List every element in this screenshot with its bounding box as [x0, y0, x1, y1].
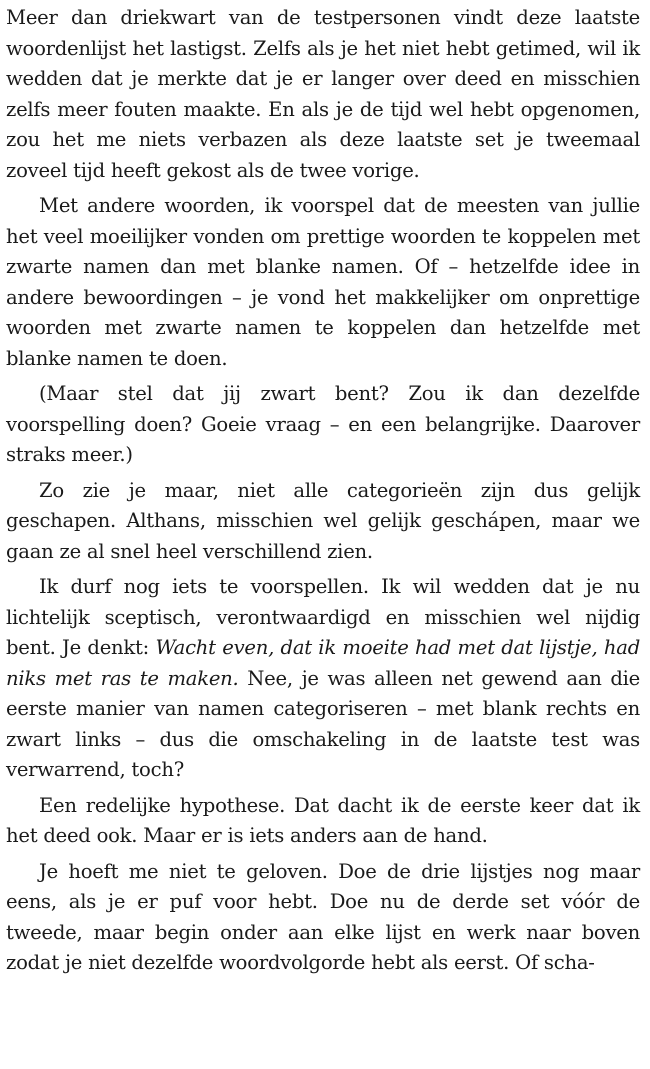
paragraph-5	[6, 572, 640, 786]
paragraph-5-italic-thought: Wacht even, dat ik moeite had met dat lijstje, had niks met ras te maken.	[6, 636, 640, 690]
paragraph-3: (Maar stel dat jij zwart bent? Zou ik dan dezelfde voorspelling doen? Goeie vraag – en een belangrijke. Daarover straks meer.)	[6, 382, 640, 466]
book-page	[6, 3, 640, 979]
paragraph-5-lead: Ik durf nog iets te voorspellen. Ik wil wedden dat je nu lichtelijk sceptisch, verontwaardigd en misschien wel nijdig bent. Je denkt:	[6, 575, 640, 659]
paragraph-6: Een redelijke hypothese. Dat dacht ik de eerste keer dat ik het deed ook. Maar er is iets anders aan de hand.	[6, 793, 640, 847]
paragraph-2: Met andere woorden, ik voorspel dat de meesten van jullie het veel moeilijker vonden om prettige woorden te koppelen met zwarte namen dan met blanke namen. Of – hetzelfde idee in andere bewoordingen – je vond het makkelijker om onprettige woorden met zwarte namen te koppelen dan hetzelfde met blanke namen te doen.	[6, 194, 640, 370]
paragraph-7: Je hoeft me niet te geloven. Doe de drie lijstjes nog maar eens, als je er puf voor hebt. Doe nu de derde set vóór de tweede, maar begin onder aan elke lijst en werk naar boven zodat je niet dezelfde woordvolgorde hebt als eerst. Of scha-	[6, 859, 640, 974]
paragraph-5-rest: Nee, je was alleen net gewend aan die eerste manier van namen categoriseren – met blank rechts en zwart links – dus die omschakeling in de laatste test was verwarrend, toch?	[6, 666, 640, 781]
paragraph-1: Meer dan driekwart van de testpersonen vindt deze laatste woordenlijst het lastigst. Zelfs als je het niet hebt getimed, wil ik wedden dat je merkte dat je er langer over deed en misschien zelfs meer fouten maakte. En als je de tijd wel hebt opgenomen, zou het me niets verbazen als deze laatste set je tweemaal zoveel tijd heeft gekost als de twee vorige.	[6, 6, 640, 182]
paragraph-4: Zo zie je maar, niet alle categorieën zijn dus gelijk geschapen. Althans, misschien wel gelijk geschápen, maar we gaan ze al snel heel verschillend zien.	[6, 478, 640, 563]
